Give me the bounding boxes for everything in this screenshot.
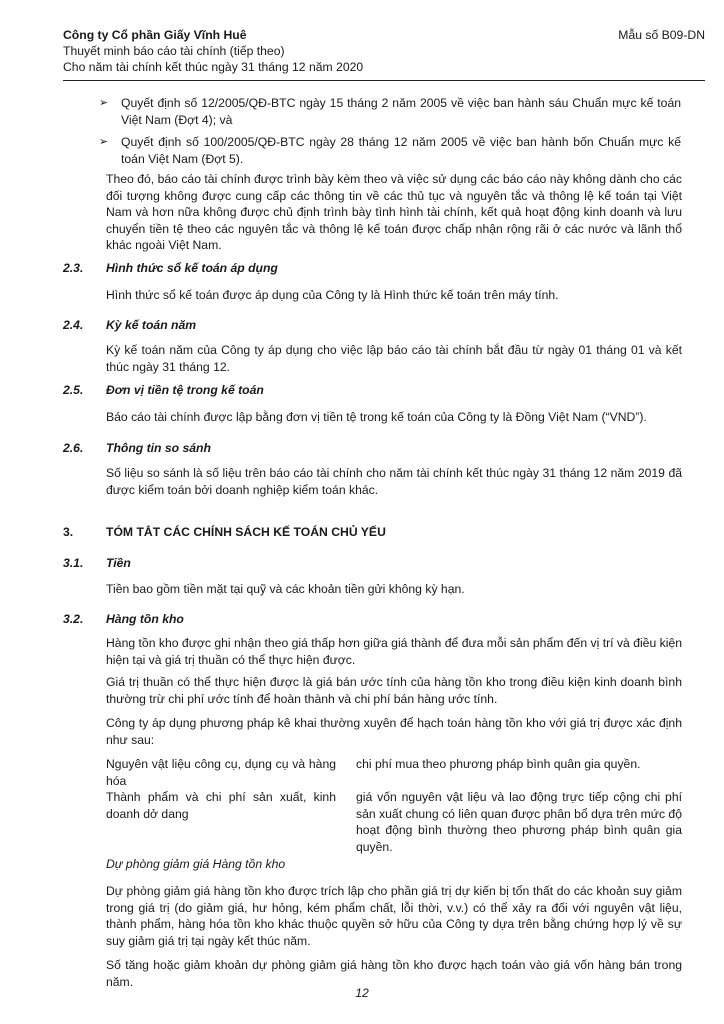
inventory-item: Nguyên vật liệu công cụ, dụng cụ và hàng hóa [106, 757, 336, 788]
section-heading [63, 611, 184, 628]
intro-paragraph: Theo đó, báo cáo tài chính được trình bày kèm theo và việc sử dụng các báo cáo này không dành cho các đối tượng không được cung cấp các thông tin về các thủ tục và nguyên tắc và thông lệ kế toán tại Việt Nam và hơn nữa không được chủ định trình bày tình hình tài chính, kết quả hoạt động kinh doanh và lưu chuyển tiền tệ theo các nguyên tắc và thông lệ kế toán được chấp nhận rộng rãi ở các nước và lãnh thổ khác ngoài Việt Nam. [106, 172, 682, 253]
section-body: Báo cáo tài chính được lập bằng đơn vị tiền tệ trong kế toán của Công ty là Đồng Việt Nam (“VND”). [106, 410, 647, 424]
section-title: Thông tin so sánh [106, 441, 211, 455]
section-number: 3. [63, 525, 74, 539]
arrow-bullet-icon: ➢ [99, 136, 109, 148]
report-period: Cho năm tài chính kết thúc ngày 31 tháng 12 năm 2020 [63, 60, 364, 74]
main-section-heading [63, 524, 386, 541]
section-paragraph: Số tăng hoặc giảm khoản dự phòng giảm giá hàng tồn kho được hạch toán vào giá vốn hàng bán trong năm. [106, 958, 682, 989]
section-body: Số liệu so sánh là số liệu trên báo cáo tài chính cho năm tài chính kết thúc ngày 31 tháng 12 năm 2019 đã được kiểm toán bởi doanh nghiệp kiểm toán khác. [106, 466, 682, 497]
inventory-item: Thành phẩm và chi phí sản xuất, kinh doanh dở dang [106, 790, 336, 821]
report-subtitle: Thuyết minh báo cáo tài chính (tiếp theo) [63, 44, 285, 58]
list-item-text: Quyết định số 100/2005/QĐ-BTC ngày 28 tháng 12 năm 2005 về việc ban hành bốn Chuẩn mực kế toán Việt Nam (Đợt 5). [121, 135, 681, 166]
section-heading [63, 440, 211, 457]
section-paragraph: Dự phòng giảm giá hàng tồn kho được trích lập cho phần giá trị dự kiến bị tổn thất do các khoản suy giảm trong giá trị (do giảm giá, hư hỏng, kém phẩm chất, lỗi thời, v.v.) có thể xảy ra đối với nguyên vật liệu, thành phẩm, hàng hóa tồn kho khác thuộc quyền sở hữu của Công ty dựa trên bằng chứng hợp lý về sự suy giảm giá trị tại ngày kết thúc năm. [106, 884, 682, 948]
section-heading [63, 317, 196, 334]
section-number: 2.6. [63, 441, 84, 455]
section-number: 2.4. [63, 318, 84, 332]
form-number: Mẫu số B09-DN [618, 28, 705, 42]
header-divider [63, 80, 705, 81]
section-paragraph: Công ty áp dụng phương pháp kê khai thường xuyên để hạch toán hàng tồn kho với giá trị được xác định như sau: [106, 716, 682, 747]
section-number: 2.5. [63, 383, 84, 397]
section-paragraph: Hàng tồn kho được ghi nhận theo giá thấp hơn giữa giá thành để đưa mỗi sản phẩm đến vị trí và điều kiện hiện tại và giá trị thuần có thể thực hiện được. [106, 636, 682, 667]
inventory-method: chi phí mua theo phương pháp bình quân gia quyền. [356, 757, 641, 771]
list-item-text: Quyết định số 12/2005/QĐ-BTC ngày 15 tháng 2 năm 2005 về việc ban hành sáu Chuẩn mực kế toán Việt Nam (Đợt 4); và [121, 96, 681, 127]
section-number: 2.3. [63, 261, 84, 275]
section-title: Tiền [106, 556, 131, 570]
provision-heading: Dự phòng giảm giá Hàng tồn kho [106, 857, 286, 871]
section-title: TÓM TẮT CÁC CHÍNH SÁCH KẾ TOÁN CHỦ YẾU [106, 525, 386, 539]
section-title: Đơn vị tiền tệ trong kế toán [106, 383, 264, 397]
section-number: 3.1. [63, 556, 84, 570]
arrow-bullet-icon: ➢ [99, 97, 109, 109]
page-number: 12 [355, 986, 369, 1000]
page-header [63, 28, 705, 75]
company-name: Công ty Cổ phần Giấy Vĩnh Huê [63, 28, 247, 42]
section-title: Hình thức sổ kế toán áp dụng [106, 261, 278, 275]
section-body: Tiền bao gồm tiền mặt tại quỹ và các khoản tiền gửi không kỳ hạn. [106, 582, 465, 596]
section-paragraph: Giá trị thuần có thể thực hiện được là giá bán ước tính của hàng tồn kho trong điều kiện kinh doanh bình thường trừ chi phí ước tính để hoàn thành và chi phí bán hàng ước tính. [106, 675, 682, 706]
section-title: Kỳ kế toán năm [106, 318, 197, 332]
list-item [99, 95, 681, 128]
section-heading [63, 260, 278, 277]
section-heading [63, 555, 131, 572]
section-body: Kỳ kế toán năm của Công ty áp dụng cho việc lập báo cáo tài chính bắt đầu từ ngày 01 tháng 01 và kết thúc ngày 31 tháng 12. [106, 343, 682, 374]
section-title: Hàng tồn kho [106, 612, 184, 626]
section-body: Hình thức sổ kế toán được áp dụng của Công ty là Hình thức kế toán trên máy tính. [106, 288, 559, 302]
section-number: 3.2. [63, 612, 84, 626]
inventory-method: giá vốn nguyên vật liệu và lao động trực tiếp cộng chi phí sản xuất chung có liên quan được phân bổ dựa trên mức độ hoạt động bình thường theo phương pháp bình quân gia quyền. [356, 790, 682, 854]
section-heading [63, 382, 264, 399]
list-item [99, 134, 681, 167]
